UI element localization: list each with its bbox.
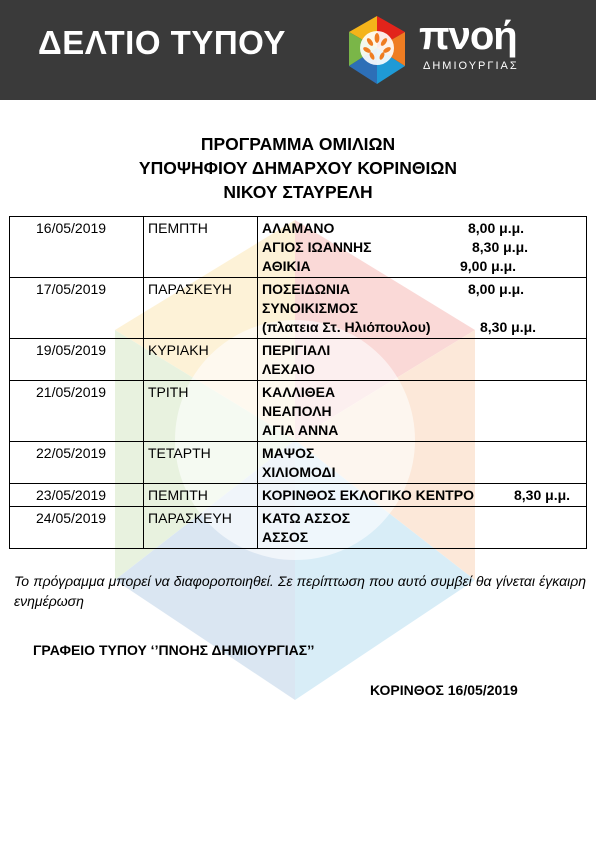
- location-name: ΚΟΡΙΝΘΟΣ ΕΚΛΟΓΙΚΟ ΚΕΝΤΡΟ: [262, 487, 474, 503]
- location-line: [262, 528, 582, 547]
- schedule-body: [10, 217, 587, 549]
- location-name: ΝΕΑΠΟΛΗ: [262, 403, 332, 419]
- place-and-date: ΚΟΡΙΝΘΟΣ 16/05/2019: [370, 682, 518, 698]
- press-office-signature: ΓΡΑΦΕΙΟ ΤΥΠΟΥ ‘’ΠΝΟΗΣ ΔΗΜΙΟΥΡΓΙΑΣ’’: [33, 642, 315, 658]
- location-line: [262, 257, 582, 276]
- location-line: [262, 280, 582, 299]
- location-line: [262, 383, 582, 402]
- location-line: [262, 402, 582, 421]
- schedule-locations: [258, 339, 587, 381]
- location-line: [262, 486, 582, 505]
- location-time: 8,30 μ.μ.: [472, 239, 529, 255]
- schedule-day: ΤΡΙΤΗ: [144, 381, 258, 442]
- schedule-date: 17/05/2019: [10, 278, 144, 339]
- location-line: [262, 219, 582, 238]
- location-line: [262, 341, 582, 360]
- location-name: ΑΓΙΟΣ ΙΩΑΝΝΗΣ: [262, 239, 372, 255]
- location-name: ΑΓΙΑ ΑΝΝΑ: [262, 422, 339, 438]
- schedule-day: ΚΥΡΙΑΚΗ: [144, 339, 258, 381]
- location-line: [262, 360, 582, 379]
- schedule-date: 21/05/2019: [10, 381, 144, 442]
- location-name: ΑΣΣΟΣ: [262, 529, 309, 545]
- location-line: [262, 509, 582, 528]
- schedule-locations: [258, 278, 587, 339]
- location-time: 8,00 μ.μ.: [468, 281, 525, 297]
- schedule-locations: [258, 381, 587, 442]
- speeches-schedule-table: [9, 216, 587, 549]
- location-name: ΚΑΤΩ ΑΣΣΟΣ: [262, 510, 351, 526]
- schedule-locations: [258, 484, 587, 507]
- document-heading: [0, 132, 596, 204]
- schedule-locations: [258, 507, 587, 549]
- schedule-row: [10, 278, 587, 339]
- location-line: [262, 238, 582, 257]
- wheat-hexagon-icon: [345, 14, 409, 86]
- logo-subtitle: ΔΗΜΙΟΥΡΓΙΑΣ: [423, 60, 519, 72]
- location-name: ΧΙΛΙΟΜΟΔΙ: [262, 464, 336, 480]
- schedule-date: 24/05/2019: [10, 507, 144, 549]
- location-name: ΠΕΡΙΓΙΑΛΙ: [262, 342, 331, 358]
- location-name: ΑΛΑΜΑΝΟ: [262, 220, 335, 236]
- logo-name: πνοή: [419, 14, 517, 58]
- schedule-row: [10, 339, 587, 381]
- location-name: ΣΥΝΟΙΚΙΣΜΟΣ: [262, 300, 358, 316]
- location-line: [262, 463, 582, 482]
- heading-line-3: ΝΙΚΟΥ ΣΤΑΥΡΕΛΗ: [223, 182, 373, 202]
- location-time: 8,30 μ.μ.: [480, 319, 537, 335]
- location-time: 8,00 μ.μ.: [468, 220, 525, 236]
- schedule-row: [10, 484, 587, 507]
- schedule-locations: [258, 442, 587, 484]
- location-line: [262, 421, 582, 440]
- location-line: [262, 318, 582, 337]
- location-name: ΚΑΛΛΙΘΕΑ: [262, 384, 336, 400]
- location-line: [262, 299, 582, 318]
- schedule-day: ΠΕΜΠΤΗ: [144, 484, 258, 507]
- schedule-day: ΠΕΜΠΤΗ: [144, 217, 258, 278]
- location-time: 9,00 μ.μ.: [460, 258, 517, 274]
- schedule-row: [10, 217, 587, 278]
- pnoi-logo: [345, 10, 585, 90]
- press-release-header: [0, 0, 596, 100]
- schedule-row: [10, 442, 587, 484]
- schedule-change-note: Το πρόγραμμα μπορεί να διαφοροποιηθεί. Σε περίπτωση που αυτό συμβεί θα γίνεται έγκαιρη ενημέρωση: [14, 573, 586, 609]
- schedule-day: ΠΑΡΑΣΚΕΥΗ: [144, 278, 258, 339]
- location-time: 8,30 μ.μ.: [514, 487, 571, 503]
- heading-line-2: ΥΠΟΨΗΦΙΟΥ ΔΗΜΑΡΧΟΥ ΚΟΡΙΝΘΙΩΝ: [138, 158, 458, 178]
- location-name: ΛΕΧΑΙΟ: [262, 361, 315, 377]
- schedule-date: 23/05/2019: [10, 484, 144, 507]
- press-release-title: ΔΕΛΤΙΟ ΤΥΠΟΥ: [38, 24, 286, 61]
- heading-line-1: ΠΡΟΓΡΑΜΜΑ ΟΜΙΛΙΩΝ: [200, 134, 396, 154]
- schedule-locations: [258, 217, 587, 278]
- location-name: (πλατεια Στ. Ηλιόπουλου): [262, 319, 431, 335]
- schedule-date: 16/05/2019: [10, 217, 144, 278]
- schedule-row: [10, 381, 587, 442]
- location-name: ΜΑΨΟΣ: [262, 445, 315, 461]
- location-line: [262, 444, 582, 463]
- schedule-date: 19/05/2019: [10, 339, 144, 381]
- schedule-day: ΤΕΤΑΡΤΗ: [144, 442, 258, 484]
- schedule-day: ΠΑΡΑΣΚΕΥΗ: [144, 507, 258, 549]
- location-name: ΠΟΣΕΙΔΩΝΙΑ: [262, 281, 351, 297]
- schedule-date: 22/05/2019: [10, 442, 144, 484]
- location-name: ΑΘΙΚΙΑ: [262, 258, 311, 274]
- schedule-row: [10, 507, 587, 549]
